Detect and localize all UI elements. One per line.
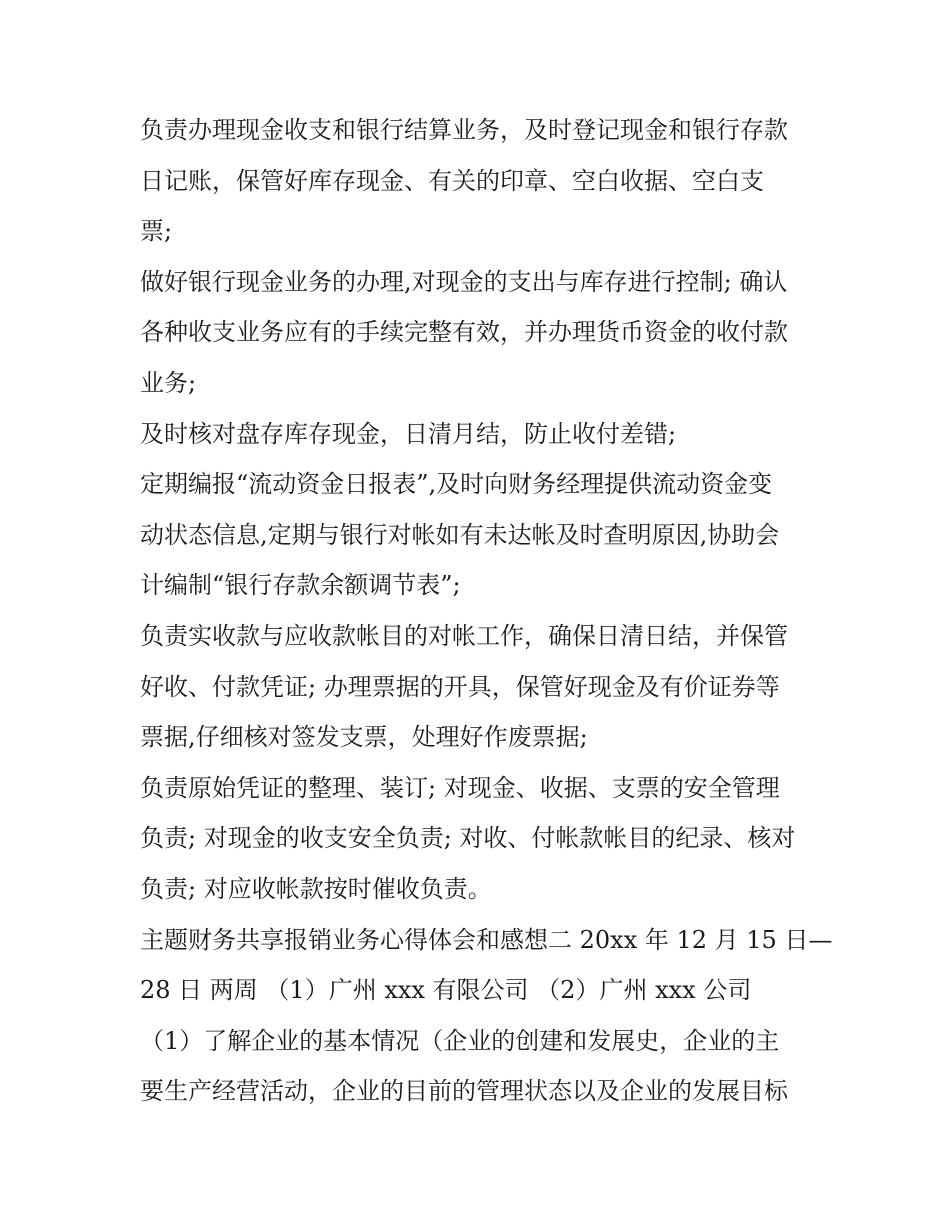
text-line: 负责办理现金收支和银行结算业务，及时登记现金和银行存款 xyxy=(140,116,788,144)
text-line: 票; xyxy=(140,217,173,246)
text-line: 主题财务共享报销业务心得体会和感想二 20xx 年 12 月 15 日— xyxy=(140,925,833,954)
text-line: 票据,仔细核对签发支票，处理好作废票据; xyxy=(140,723,588,752)
text-line: 各种收支业务应有的手续完整有效，并办理货币资金的收付款 xyxy=(140,318,788,347)
text-line: 及时核对盘存库存现金，日清月结，防止收付差错; xyxy=(140,419,677,448)
text-line: 做好银行现金业务的办理,对现金的支出与库存进行控制; 确认 xyxy=(140,267,788,296)
document-body xyxy=(140,105,833,1117)
text-line: 好收、付款凭证; 办理票据的开具，保管好现金及有价证券等 xyxy=(140,672,780,701)
text-line: 要生产经营活动，企业的目前的管理状态以及企业的发展目标 xyxy=(140,1077,788,1106)
text-line: 动状态信息,定期与银行对帐如有未达帐及时查明原因,协助会 xyxy=(140,520,780,549)
text-line: 负责原始凭证的整理、装订; 对现金、收据、支票的安全管理 xyxy=(140,773,780,802)
text-line: 负责; 对现金的收支安全负责; 对收、付帐款帐目的纪录、核对 xyxy=(140,824,796,853)
text-line: 负责; 对应收帐款按时催收负责。 xyxy=(140,874,492,903)
text-line: 负责实收款与应收款帐目的对帐工作，确保日清日结，并保管 xyxy=(140,621,788,650)
text-line: 日记账，保管好库存现金、有关的印章、空白收据、空白支 xyxy=(140,166,764,195)
text-line: 业务; xyxy=(140,368,197,397)
text-line: （1）了解企业的基本情况（企业的创建和发展史，企业的主 xyxy=(140,1026,780,1055)
text-line: 定期编报“流动资金日报表”,及时向财务经理提供流动资金变 xyxy=(140,470,773,499)
text-line: 计编制“银行存款余额调节表”; xyxy=(140,571,461,600)
text-line: 28 日 两周 （1）广州 xxx 有限公司 （2）广州 xxx 公司 xyxy=(140,976,752,1005)
